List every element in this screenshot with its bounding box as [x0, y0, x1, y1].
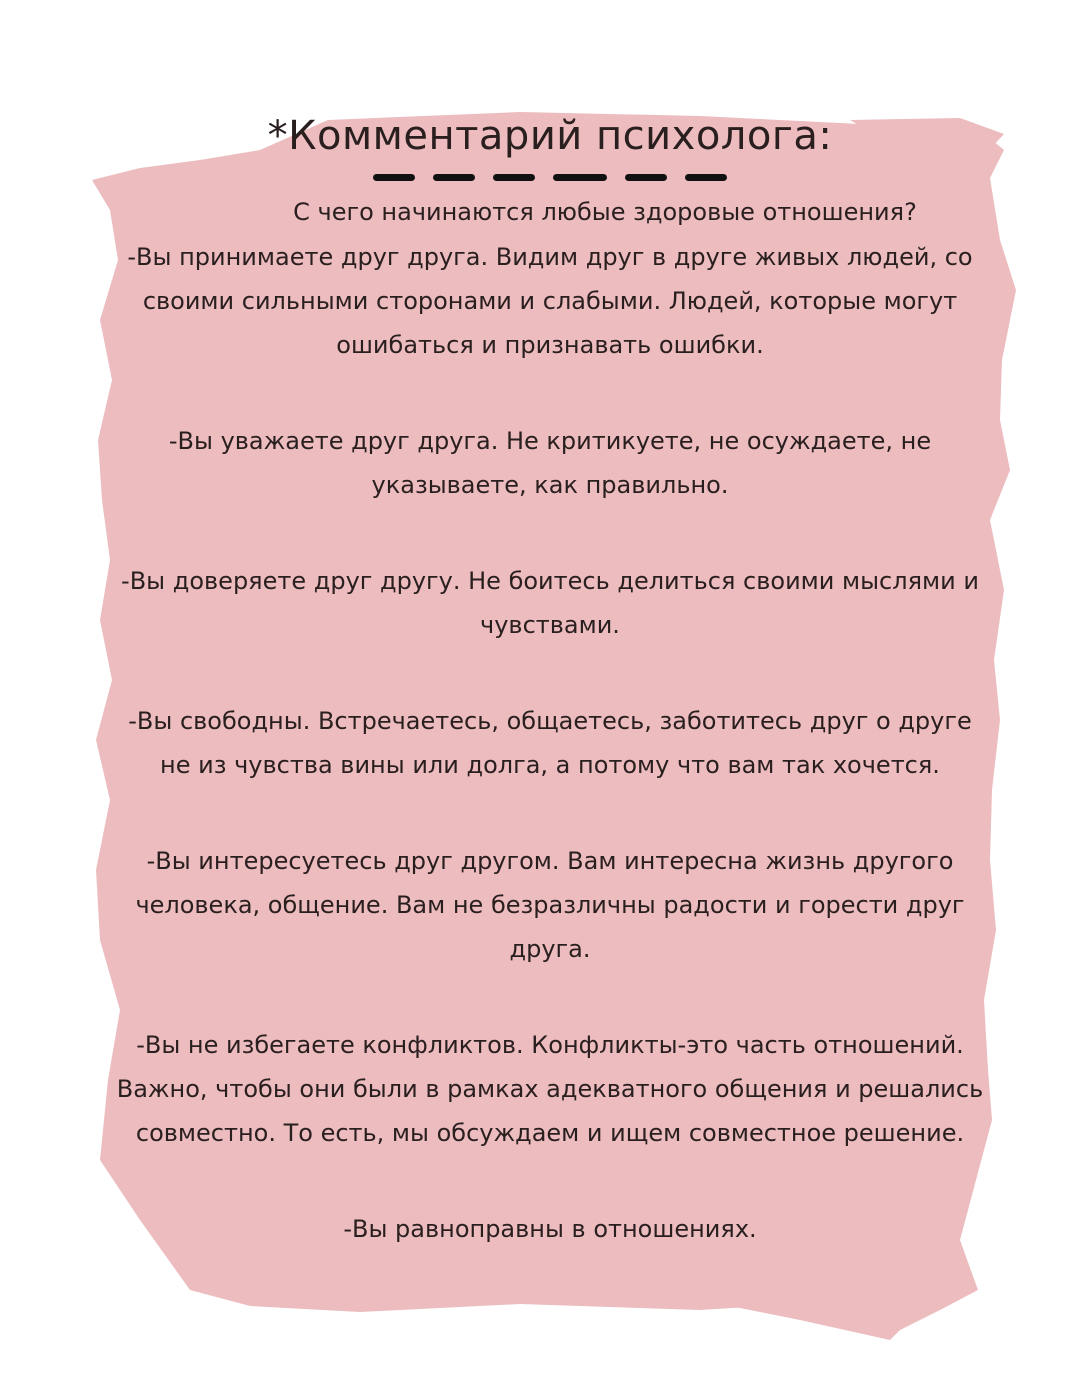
paragraph-equality: -Вы равноправны в отношениях. [343, 1215, 757, 1243]
page-title: *Комментарий психолога: [267, 113, 833, 159]
paragraph-freedom: -Вы свободны. Встречаетесь, общаетесь, заботитесь друг о друге не из чувства вины или долга, а потому что вам так хочется. [128, 707, 972, 779]
divider-dash [685, 174, 727, 181]
paper-torn-edge-bottom [700, 1296, 930, 1340]
divider-dash [373, 174, 415, 181]
paragraph-interest: -Вы интересуетесь друг другом. Вам интересна жизнь другого человека, общение. Вам не безразличны радости и горести друг друга. [135, 847, 965, 963]
paragraph-conflicts: -Вы не избегаете конфликтов. Конфликты-это часть отношений. Важно, чтобы они были в рамках адекватного общения и решались совместно. То есть, мы обсуждаем и ищем совместное решение. [116, 1031, 984, 1147]
divider-dash [433, 174, 475, 181]
document-content [110, 108, 990, 1251]
divider-dash [553, 174, 607, 181]
divider-dash [493, 174, 535, 181]
title-divider [110, 174, 990, 181]
paragraph-acceptance: -Вы принимаете друг друга. Видим друг в друге живых людей, со своими сильными сторонами и слабыми. Людей, которые могут ошибаться и признавать ошибки. [127, 243, 973, 359]
intro-question: С чего начинаются любые здоровые отношения? [293, 198, 917, 226]
paragraph-trust: -Вы доверяете друг другу. Не боитесь делиться своими мыслями и чувствами. [121, 567, 979, 639]
divider-dash [625, 174, 667, 181]
paragraph-respect: -Вы уважаете друг друга. Не критикуете, не осуждаете, не указываете, как правильно. [168, 427, 932, 499]
